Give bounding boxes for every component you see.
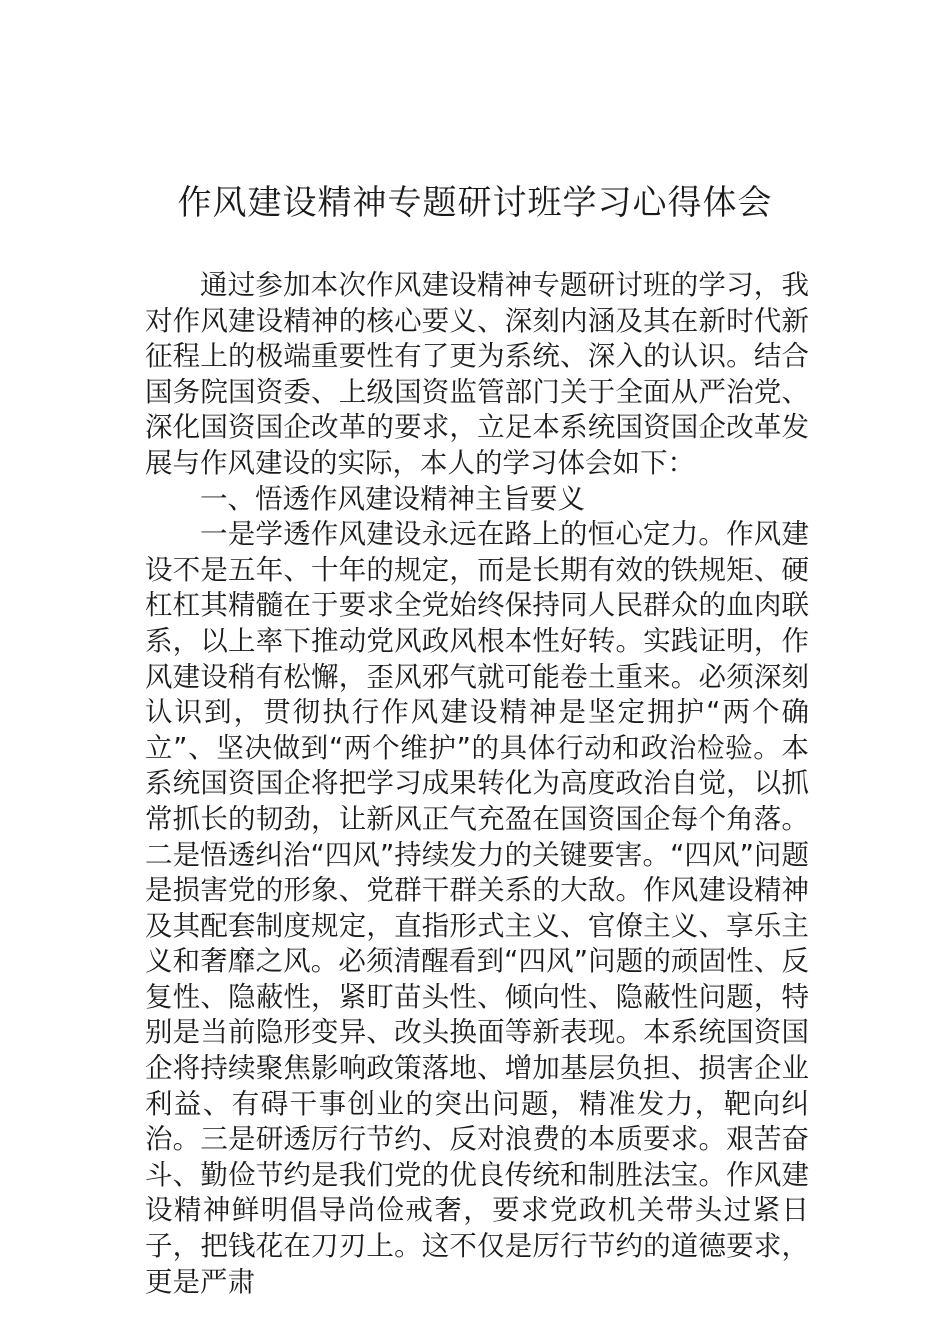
- section-heading: 一、悟透作风建设精神主旨要义: [200, 482, 585, 515]
- body-paragraph: 一是学透作风建设永远在路上的恒心定力。作风建设不是五年、十年的规定，而是长期有效的铁规矩、硬杠杠其精髓在于要求全党始终保持同人民群众的血肉联系，以上率下推动党风政风根本性好转。实践证明，作风建设稍有松懈，歪风邪气就可能卷土重来。必须深刻认识到，贯彻执行作风建设精神是坚定拥护“两个确立”、坚决做到“两个维护”的具体行动和政治检验。本系统国资国企将把学习成果转化为高度政治自觉，以抓常抓长的韧劲，让新风正气充盈在国资国企每个角落。二是悟透纠治“四风”持续发力的关键要害。“四风”问题是损害党的形象、党群干群关系的大敌。作风建设精神及其配套制度规定，直指形式主义、官僚主义、享乐主义和奢靡之风。必须清醒看到“四风”问题的顽固性、反复性、隐蔽性，紧盯苗头性、倾向性、隐蔽性问题，特别是当前隐形变异、改头换面等新表现。本系统国资国企将持续聚焦影响政策落地、增加基层负担、损害企业利益、有碍干事创业的突出问题，精准发力，靶向纠治。三是研透厉行节约、反对浪费的本质要求。艰苦奋斗、勤俭节约是我们党的优良传统和制胜法宝。作风建设精神鲜明倡导尚俭戒奢，要求党政机关带头过紧日子，把钱花在刀刃上。这不仅是厉行节约的道德要求，更是严肃: [145, 518, 809, 1298]
- intro-paragraph: 通过参加本次作风建设精神专题研讨班的学习，我对作风建设精神的核心要义、深刻内涵及其在新时代新征程上的极端重要性有了更为系统、深入的认识。结合国务院国资委、上级国资监管部门关于全面从严治党、深化国资国企改革的要求，立足本系统国资国企改革发展与作风建设的实际，本人的学习体会如下：: [145, 269, 809, 479]
- document-body: [145, 268, 809, 1300]
- document-title: 作风建设精神专题研讨班学习心得体会: [177, 183, 773, 223]
